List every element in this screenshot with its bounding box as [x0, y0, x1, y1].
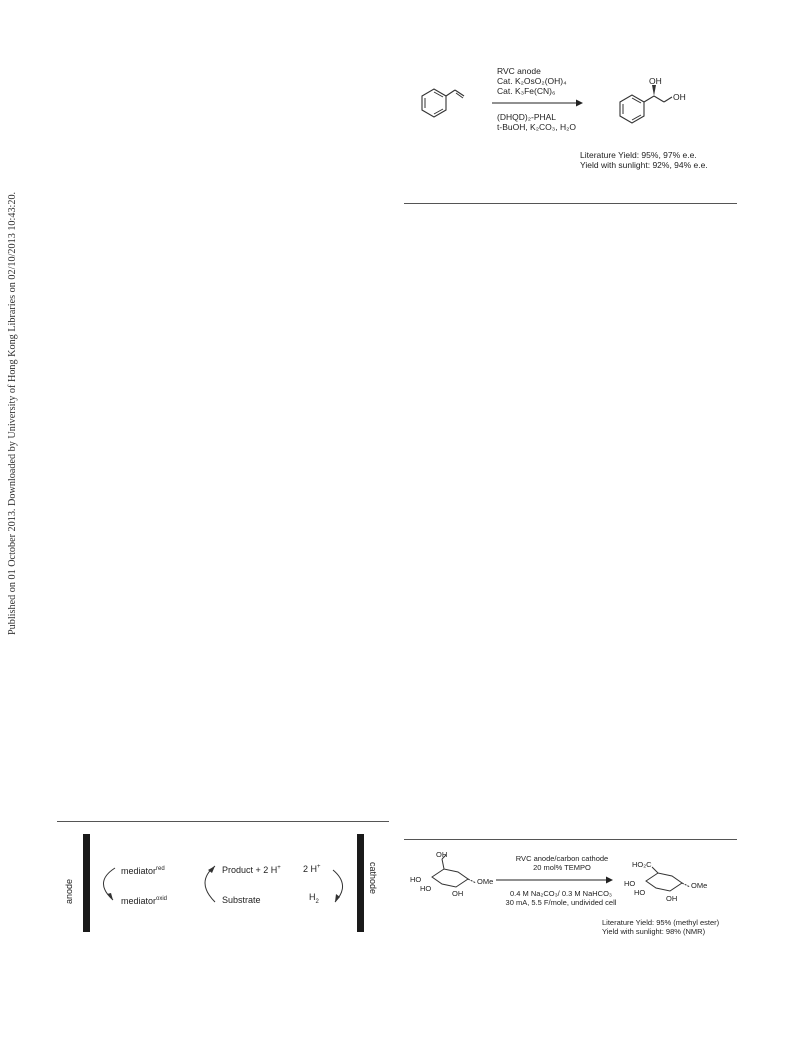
- condition-line: 0.4 M Na₂CO₃/ 0.3 M NaHCO₃: [510, 889, 612, 898]
- sm-ho-1: HO: [410, 875, 422, 884]
- reaction-arrow: [496, 875, 614, 885]
- cathode-label: cathode: [368, 862, 378, 895]
- styrene-structure: [412, 82, 482, 132]
- cycle-arrows: [55, 830, 395, 940]
- sm-ho-2: HO: [420, 884, 432, 893]
- divider: [57, 821, 389, 822]
- prod-ho-1: HO: [624, 879, 636, 888]
- hydrogen-label: $H_2$: [309, 892, 319, 905]
- condition-line: RVC anode: [497, 66, 541, 76]
- prod-ho2c: HO₂C: [632, 860, 652, 869]
- glucuronide-structure: [622, 859, 722, 909]
- sm-oh-bottom: OH: [452, 889, 464, 898]
- tempo-yield-literature: Literature Yield: 95% (methyl ester): [602, 918, 720, 927]
- sm-ome: OMe: [477, 877, 494, 886]
- prod-ome: OMe: [691, 881, 708, 890]
- reaction-arrow: [492, 98, 584, 108]
- mediator-oxid: mediator$^{oxid}$: [121, 896, 168, 906]
- protons-label: 2 H+: [303, 864, 321, 874]
- divider: [404, 839, 737, 840]
- tempo-conditions-above: [502, 854, 622, 872]
- condition-line: Cat. K₂OsO₂(OH)₄: [497, 76, 567, 86]
- product-label: Product + 2 H+: [222, 865, 281, 875]
- tempo-yield-sunlight: Yield with sunlight: 98% (NMR): [602, 927, 706, 936]
- scheme-dihydroxylation: [400, 60, 740, 210]
- yield-literature: Literature Yield: 95%, 97% e.e.: [580, 150, 697, 160]
- conditions-above: [497, 66, 567, 96]
- product-oh-top: OH: [649, 78, 662, 86]
- mediator-red: mediator$^{red}$: [121, 866, 165, 876]
- scheme-tempo: [404, 845, 740, 945]
- prod-oh-bottom: OH: [666, 894, 678, 903]
- sm-oh-top: OH: [436, 850, 448, 859]
- condition-line: t-BuOH, K₂CO₃, H₂O: [497, 122, 577, 132]
- condition-line: Cat. K₃Fe(CN)₆: [497, 86, 556, 96]
- side-note-text: Published on 01 October 2013. Downloaded by University of Hong Kong Libraries on 02/10/2013 10:43:20.: [7, 191, 18, 635]
- condition-line: RVC anode/carbon cathode: [515, 854, 609, 863]
- product-oh-right: OH: [673, 92, 686, 102]
- tempo-conditions-below: [494, 889, 628, 907]
- condition-line: 30 mA, 5.5 F/mole, undivided cell: [505, 898, 617, 907]
- diol-product-structure: [608, 78, 718, 138]
- yield-sunlight: Yield with sunlight: 92%, 94% e.e.: [580, 160, 708, 170]
- conditions-below: [497, 112, 576, 132]
- divider: [404, 203, 737, 204]
- condition-line: (DHQD)₂-PHAL: [497, 112, 557, 122]
- substrate-label: Substrate: [222, 895, 261, 905]
- anode-label: anode: [64, 878, 74, 904]
- download-side-note: [5, 175, 25, 635]
- condition-line: 20 mol% TEMPO: [533, 863, 591, 872]
- glucoside-structure: [406, 849, 501, 904]
- scheme-mediator: [55, 830, 395, 940]
- prod-ho-2: HO: [634, 888, 646, 897]
